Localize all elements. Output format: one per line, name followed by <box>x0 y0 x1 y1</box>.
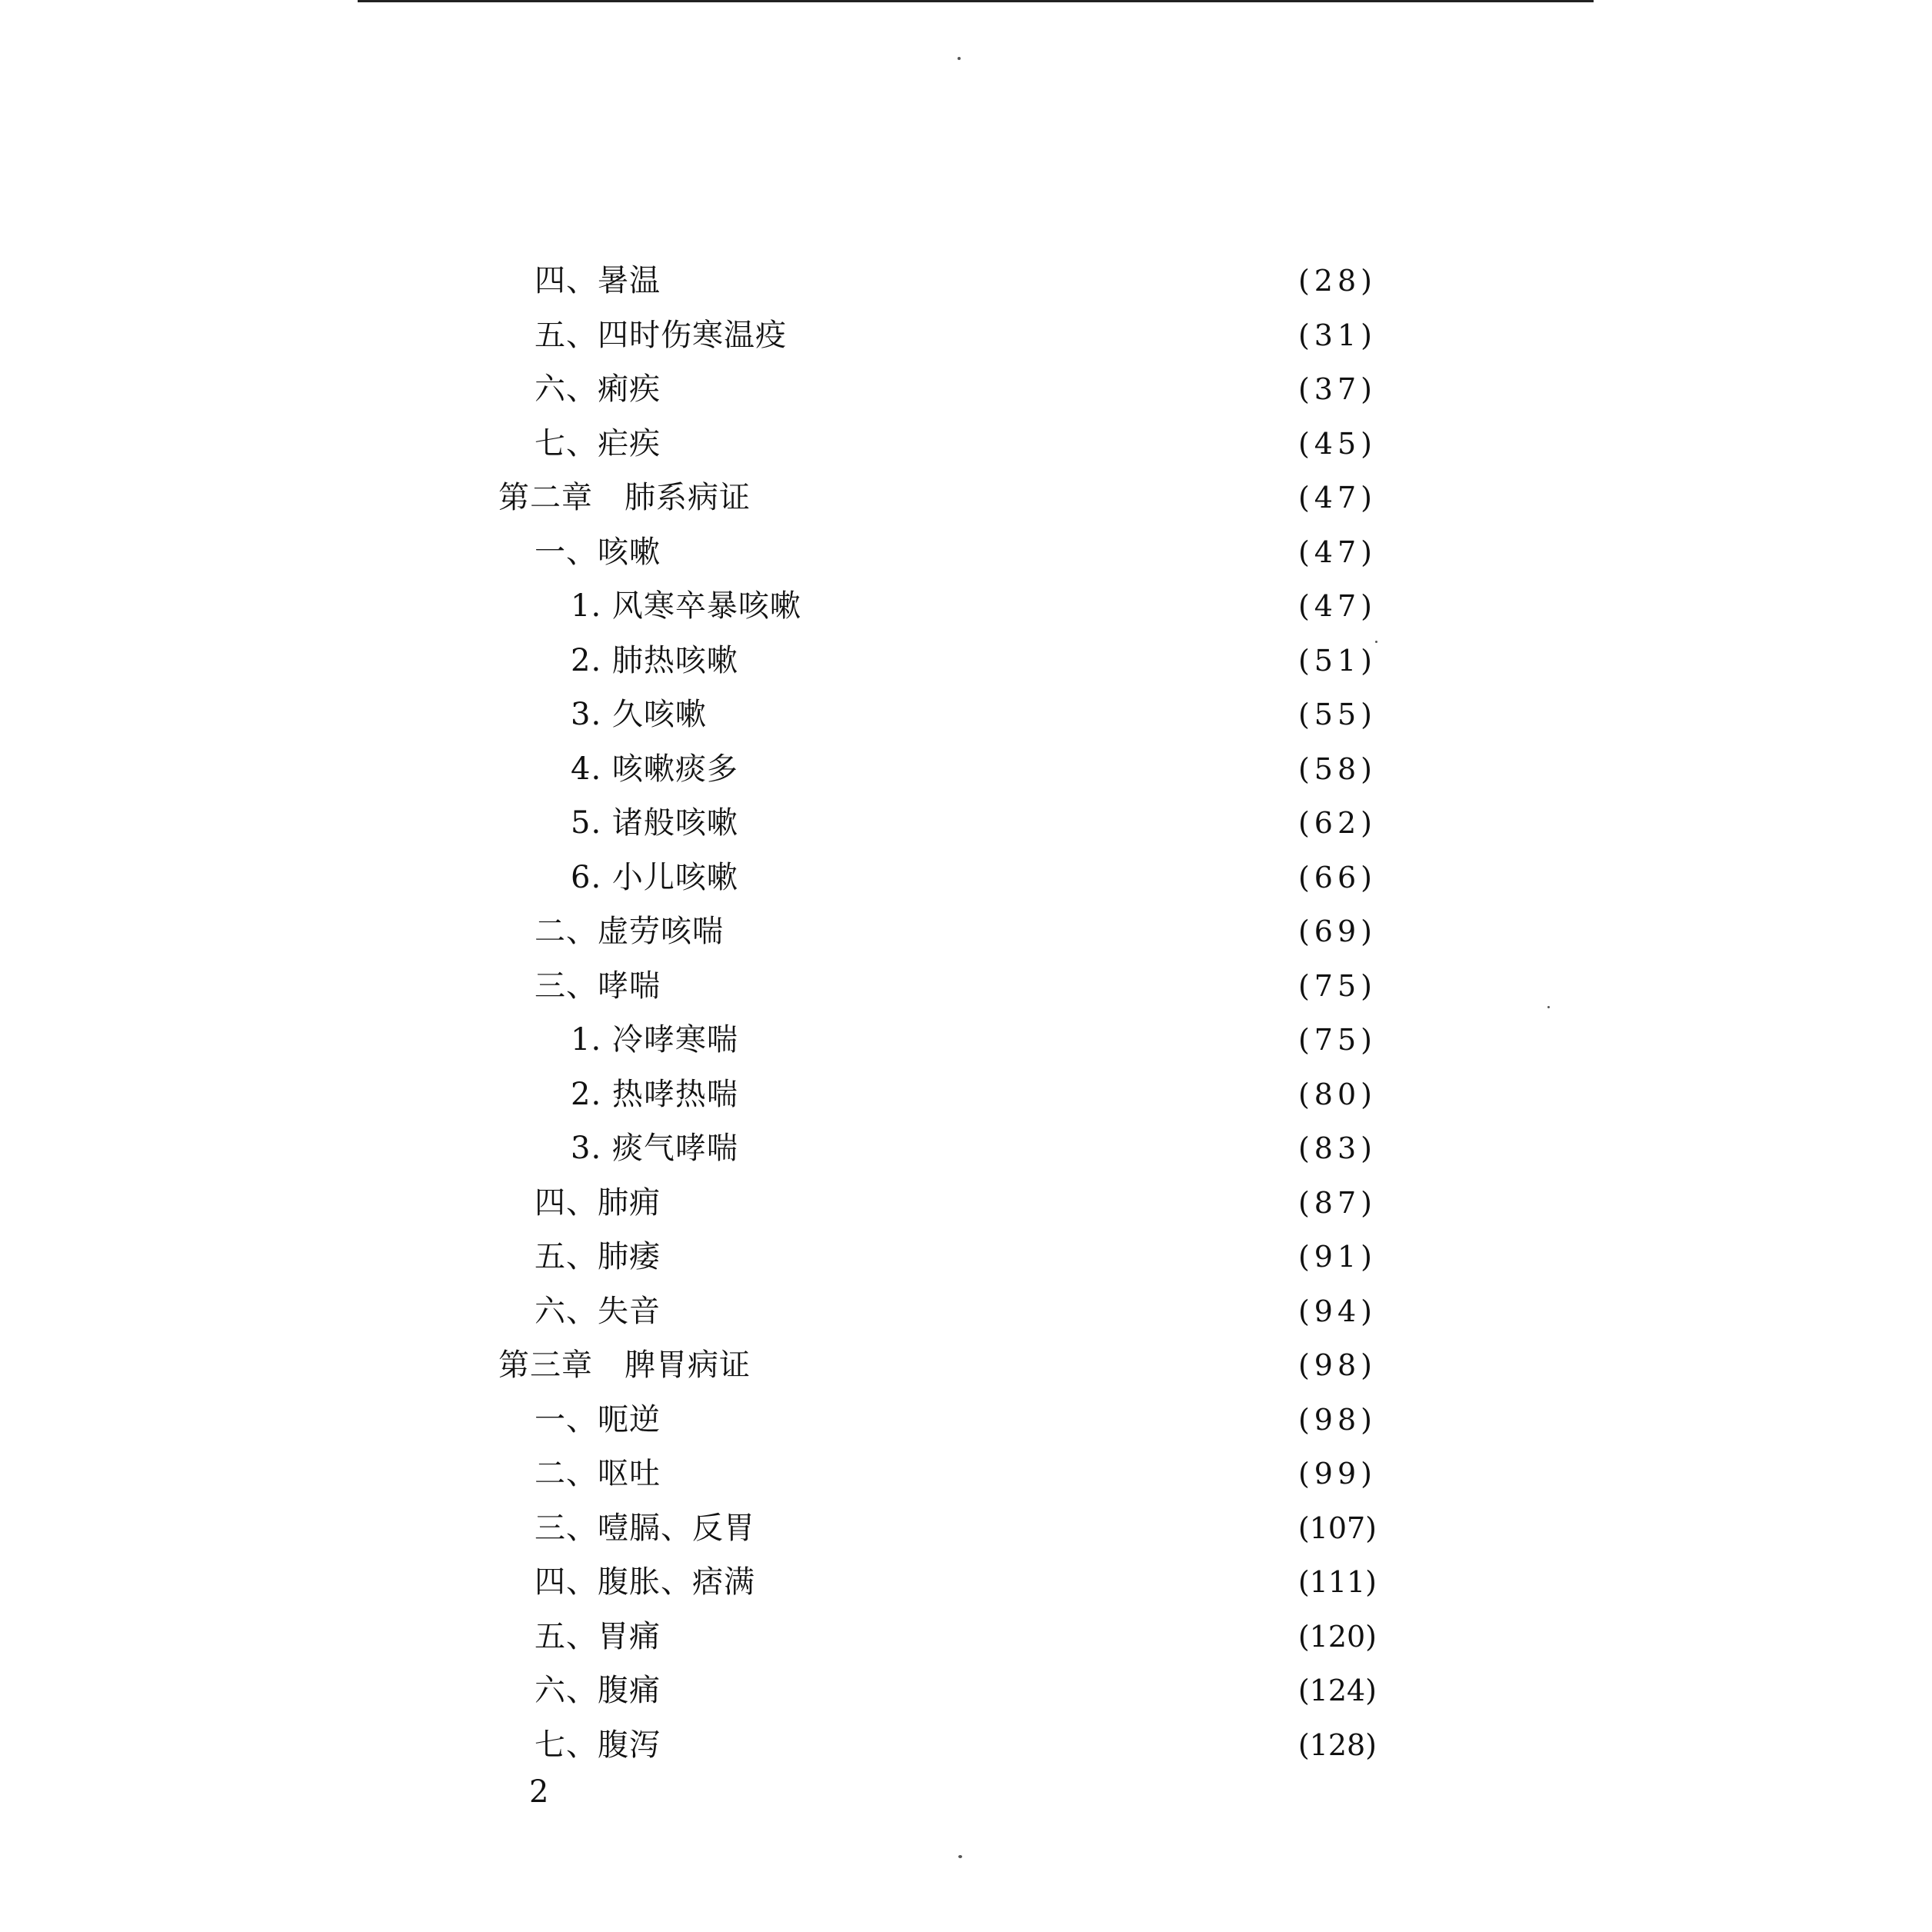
toc-section-entry <box>535 1230 1377 1284</box>
toc-dot-leader <box>676 1284 1257 1338</box>
toc-dot-leader <box>676 1176 1257 1230</box>
toc-section-entry <box>535 308 1377 362</box>
toc-entry-page: (55) <box>1297 698 1377 731</box>
toc-entry-label: 2. 肺热咳嗽 <box>571 642 738 678</box>
scan-speck <box>958 1855 962 1858</box>
toc-dot-leader <box>817 579 1257 633</box>
toc-entry-page: (66) <box>1297 860 1377 894</box>
toc-entry-page: (69) <box>1297 914 1377 948</box>
toc-entry-label: 一、呃逆 <box>535 1401 661 1437</box>
toc-entry-page: (80) <box>1297 1077 1377 1111</box>
toc-subsection-entry <box>571 851 1377 904</box>
toc-section-entry <box>535 1393 1377 1447</box>
toc-section-entry <box>535 1501 1377 1555</box>
toc-section-entry <box>535 254 1377 308</box>
toc-entry-page: (45) <box>1297 426 1377 461</box>
toc-section-entry <box>535 1176 1377 1230</box>
toc-entry-label: 2. 热哮热喘 <box>571 1076 738 1112</box>
toc-entry-page: (124) <box>1297 1674 1377 1707</box>
toc-section-entry <box>535 959 1377 1013</box>
toc-dot-leader <box>754 851 1257 904</box>
toc-section-entry <box>535 525 1377 579</box>
toc-dot-leader <box>676 1610 1257 1664</box>
toc-entry-page: (99) <box>1297 1457 1377 1491</box>
toc-dot-leader <box>754 1068 1257 1121</box>
toc-dot-leader <box>676 959 1257 1013</box>
toc-entry-page: (107) <box>1297 1511 1377 1545</box>
toc-dot-leader <box>754 1013 1257 1067</box>
toc-dot-leader <box>676 417 1257 471</box>
toc-dot-leader <box>754 742 1257 796</box>
toc-dot-leader <box>676 525 1257 579</box>
toc-entry-label: 六、腹痛 <box>535 1673 661 1708</box>
toc-entry-label: 1. 冷哮寒喘 <box>571 1022 738 1058</box>
toc-dot-leader <box>757 1501 1257 1555</box>
toc-entry-label: 七、腹泻 <box>535 1727 661 1763</box>
toc-dot-leader <box>676 254 1257 308</box>
toc-section-entry <box>535 362 1377 416</box>
toc-section-entry <box>535 904 1377 958</box>
toc-entry-label: 二、呕吐 <box>535 1456 661 1491</box>
toc-entry-page: (47) <box>1297 589 1377 623</box>
toc-entry-page: (75) <box>1297 968 1377 1003</box>
toc-dot-leader <box>676 1664 1257 1717</box>
toc-section-entry <box>535 1610 1377 1664</box>
toc-entry-page: (28) <box>1297 264 1377 298</box>
toc-entry-page: (98) <box>1297 1402 1377 1437</box>
toc-subsection-entry <box>571 796 1377 850</box>
toc-entry-page: (51) <box>1297 643 1377 678</box>
toc-entry-label: 四、腹胀、痞满 <box>535 1564 755 1600</box>
toc-entry-page: (31) <box>1297 318 1377 352</box>
toc-entry-label: 三、哮喘 <box>535 968 661 1004</box>
toc-entry-label: 三、噎膈、反胃 <box>535 1510 755 1546</box>
toc-entry-page: (120) <box>1297 1619 1377 1654</box>
toc-entry-label: 四、肺痈 <box>535 1184 661 1221</box>
toc-chapter-entry <box>498 471 1377 525</box>
toc-entry-label: 七、疟疾 <box>535 425 661 461</box>
toc-section-entry <box>535 1718 1377 1772</box>
toc-entry-page: (111) <box>1297 1565 1377 1599</box>
toc-dot-leader <box>676 1447 1257 1501</box>
page-number: 2 <box>529 1774 549 1810</box>
toc-dot-leader <box>752 471 1257 525</box>
toc-dot-leader <box>739 904 1257 958</box>
toc-subsection-entry <box>571 579 1377 633</box>
toc-entry-page: (128) <box>1297 1727 1377 1762</box>
toc-subsection-entry <box>571 1121 1377 1175</box>
toc-subsection-entry <box>571 634 1377 688</box>
toc-dot-leader <box>752 1338 1257 1392</box>
toc-entry-page: (37) <box>1297 372 1377 406</box>
toc-entry-label: 六、痢疾 <box>535 371 661 407</box>
toc-dot-leader <box>754 1121 1257 1175</box>
toc-entry-page: (94) <box>1297 1294 1377 1328</box>
toc-dot-leader <box>676 362 1257 416</box>
toc-entry-label: 第三章 脾胃病证 <box>498 1347 751 1383</box>
toc-dot-leader <box>676 1718 1257 1772</box>
toc-section-entry <box>535 1284 1377 1338</box>
toc-entry-page: (47) <box>1297 481 1377 515</box>
toc-subsection-entry <box>571 1068 1377 1121</box>
toc-entry-label: 一、咳嗽 <box>535 534 661 570</box>
table-of-contents <box>0 254 1932 1777</box>
toc-entry-label: 6. 小儿咳嗽 <box>571 859 738 895</box>
toc-entry-label: 五、肺痿 <box>535 1239 661 1274</box>
toc-entry-page: (98) <box>1297 1348 1377 1382</box>
toc-entry-label: 4. 咳嗽痰多 <box>571 751 738 787</box>
toc-section-entry <box>535 1447 1377 1501</box>
toc-dot-leader <box>676 1393 1257 1447</box>
toc-entry-page: (62) <box>1297 806 1377 840</box>
toc-dot-leader <box>754 634 1257 688</box>
toc-entry-page: (58) <box>1297 751 1377 786</box>
toc-entry-label: 五、四时伤寒温疫 <box>535 317 787 353</box>
toc-entry-label: 六、失音 <box>535 1293 661 1329</box>
toc-dot-leader <box>676 1230 1257 1284</box>
toc-chapter-entry <box>498 1338 1377 1392</box>
toc-dot-leader <box>757 1555 1257 1609</box>
toc-entry-label: 二、虚劳咳喘 <box>535 914 724 949</box>
toc-entry-label: 五、胃痛 <box>535 1618 661 1654</box>
toc-subsection-entry <box>571 742 1377 796</box>
toc-entry-page: (91) <box>1297 1240 1377 1274</box>
toc-entry-page: (87) <box>1297 1185 1377 1220</box>
toc-entry-page: (47) <box>1297 535 1377 569</box>
scan-speck <box>958 57 961 60</box>
toc-subsection-entry <box>571 688 1377 741</box>
toc-entry-label: 1. 风寒卒暴咳嗽 <box>571 588 801 624</box>
toc-entry-label: 3. 久咳嗽 <box>571 697 707 732</box>
toc-dot-leader <box>754 796 1257 850</box>
toc-section-entry <box>535 417 1377 471</box>
toc-dot-leader <box>802 308 1257 362</box>
toc-entry-label: 第二章 肺系病证 <box>498 480 751 515</box>
top-rule <box>358 0 1594 2</box>
toc-entry-page: (75) <box>1297 1023 1377 1057</box>
toc-entry-label: 5. 诸般咳嗽 <box>571 805 738 841</box>
toc-entry-label: 3. 痰气哮喘 <box>571 1131 738 1166</box>
toc-dot-leader <box>722 688 1257 741</box>
toc-subsection-entry <box>571 1013 1377 1067</box>
toc-section-entry <box>535 1664 1377 1717</box>
toc-entry-page: (83) <box>1297 1131 1377 1165</box>
toc-entry-label: 四、暑温 <box>535 263 661 298</box>
toc-section-entry <box>535 1555 1377 1609</box>
